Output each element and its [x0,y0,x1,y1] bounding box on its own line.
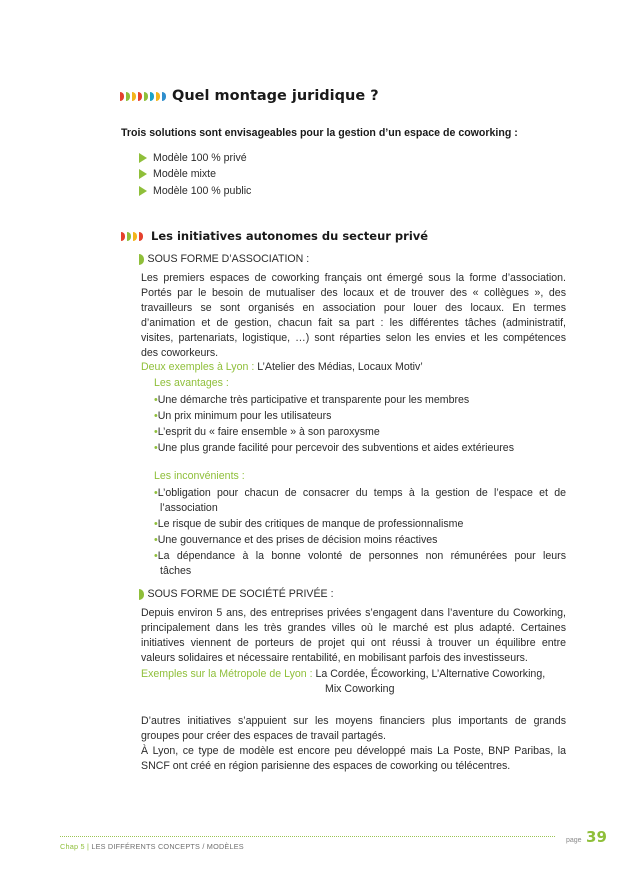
examples-value: L’Atelier des Médias, Locaux Motiv’ [257,361,423,373]
half-dot-icon [156,92,160,101]
half-dot-icon [126,92,130,101]
list-item-text: l’association [160,502,218,514]
page-number-block [566,828,607,847]
examples-label: Exemples sur la Métropole de Lyon : [141,668,313,680]
option-label: Modèle 100 % privé [153,152,247,164]
para-line: visites, partenariats, logistique, …) sont réparties selon les envies et les compétences [141,332,566,344]
para-line: Portés par le besoin de mutualiser des locaux et de trouver des « collègues », des [141,287,566,299]
dot-bullet-icon: • [154,550,158,562]
page-number: 39 [586,828,607,846]
half-dot-icon [150,92,154,101]
dot-bullet-icon: • [154,534,158,546]
half-dot-icon [121,232,125,241]
list-item [154,441,564,456]
dot-bullet-icon: • [154,426,158,438]
para-line: D’autres initiatives s’appuient sur les moyens financiers plus importants de grands [141,715,566,727]
para-line: des coworkeurs. [141,347,219,359]
half-dot-icon [162,92,166,101]
list-item-text: La dépendance à la bonne volonté de personnes non rémunérées pour leurs [157,550,566,562]
para-line: Les premiers espaces de coworking français ont émergé sous la forme d’association. [141,272,566,284]
advantages-label: Les avantages : [154,377,229,389]
drawbacks-label: Les inconvénients : [154,470,245,482]
list-item [154,425,564,440]
list-item-text: Une plus grande facilité pour percevoir des subventions et aides extérieures [157,442,514,454]
chapter-label: Chap 5 [60,842,85,851]
para-line: À Lyon, ce type de modèle est encore peu développé mais La Poste, BNP Paribas, la [141,745,566,757]
option-label: Modèle mixte [153,168,216,180]
footer-divider [60,836,555,837]
para-line: travailleurs se sont organisés en association pour louer des locaux. En termes [141,302,566,314]
para-line: d’animation et de gestion, chacun fait sa part : les différentes tâches (administratif, [141,317,566,329]
examples-line [141,667,545,682]
half-dot-icon [139,589,144,600]
list-item-text: Une démarche très participative et transparente pour les membres [157,394,470,406]
chapter-title: LES DIFFÉRENTS CONCEPTS / MODÈLES [91,842,244,851]
half-dot-icon [139,254,144,265]
option-item [139,168,216,180]
para-line: valeurs solidaires et nécessaire rentabilité, en mobilisant parfois des investisseurs. [141,652,528,664]
chapter-separator: | [86,842,90,851]
para-line: groupes pour créer des espaces de travail partagés. [141,730,386,742]
examples-line [141,360,423,375]
dot-bullet-icon: • [154,410,158,422]
association-paragraph [141,271,566,361]
examples-label: Deux exemples à Lyon : [141,361,255,373]
dot-bullet-icon: • [154,442,158,454]
list-item-text: Un prix minimum pour les utilisateurs [157,410,332,422]
para-line: initiatives viennent de porteurs de projet qui ont réussi à trouver un équilibre entre [141,637,566,649]
private-company-paragraph [141,606,566,666]
option-item [139,185,251,197]
page-word: page [566,837,582,844]
dot-bullet-icon: • [154,518,158,530]
list-item [154,393,564,408]
triangle-bullet-icon [139,153,147,163]
list-item [154,549,566,579]
subsection-heading [139,588,334,600]
half-dot-icon [138,92,142,101]
other-initiatives-paragraph [141,714,566,774]
header-title-row [120,88,379,104]
list-item-text: Le risque de subir des critiques de manque de professionnalisme [157,518,464,530]
list-item-text: tâches [160,565,192,577]
option-item [139,152,247,164]
list-item-text: Une gouvernance et des prises de décision moins réactives [157,534,438,546]
triangle-bullet-icon [139,169,147,179]
half-dot-icon [120,92,124,101]
intro-lead: Trois solutions sont envisageables pour la gestion d’un espace de coworking : [121,127,518,139]
decorative-dots-icon [120,92,168,101]
list-item [154,533,566,548]
half-dot-icon [144,92,148,101]
half-dot-icon [139,232,143,241]
section-title: Les initiatives autonomes du secteur privé [151,229,429,243]
advantages-list [154,393,564,456]
examples-value-continued: Mix Coworking [325,683,395,695]
half-dot-icon [127,232,131,241]
dot-bullet-icon: • [154,487,158,499]
subsection-heading [139,253,309,265]
list-item-text: L’esprit du « faire ensemble » à son paroxysme [157,426,380,438]
page-title: Quel montage juridique ? [172,88,379,104]
examples-value: La Cordée, Écoworking, L’Alternative Coworking, [315,668,546,680]
subsection-heading-text: SOUS FORME DE SOCIÉTÉ PRIVÉE : [147,588,334,600]
para-line: Depuis environ 5 ans, des entreprises privées s’engagent dans l’aventure du Coworking, [141,607,566,619]
list-item-text: L’obligation pour chacun de consacrer du temps à la gestion de l’espace et de [157,487,566,499]
list-item [154,409,564,424]
triangle-bullet-icon [139,186,147,196]
section-title-row [121,229,428,243]
subsection-heading-text: SOUS FORME D’ASSOCIATION : [147,253,310,265]
option-label: Modèle 100 % public [153,185,252,197]
drawbacks-list [154,486,566,579]
list-item [154,486,566,516]
half-dot-icon [132,92,136,101]
para-line: SNCF ont créé en région parisienne des espaces de coworking ou télécentres. [141,760,511,772]
half-dot-icon [133,232,137,241]
footer-chapter [60,842,244,851]
para-line: principalement dans les très grandes villes où le marché est plus adapté. Certaines [141,622,566,634]
decorative-dots-icon [121,232,145,241]
dot-bullet-icon: • [154,394,158,406]
list-item [154,517,566,532]
